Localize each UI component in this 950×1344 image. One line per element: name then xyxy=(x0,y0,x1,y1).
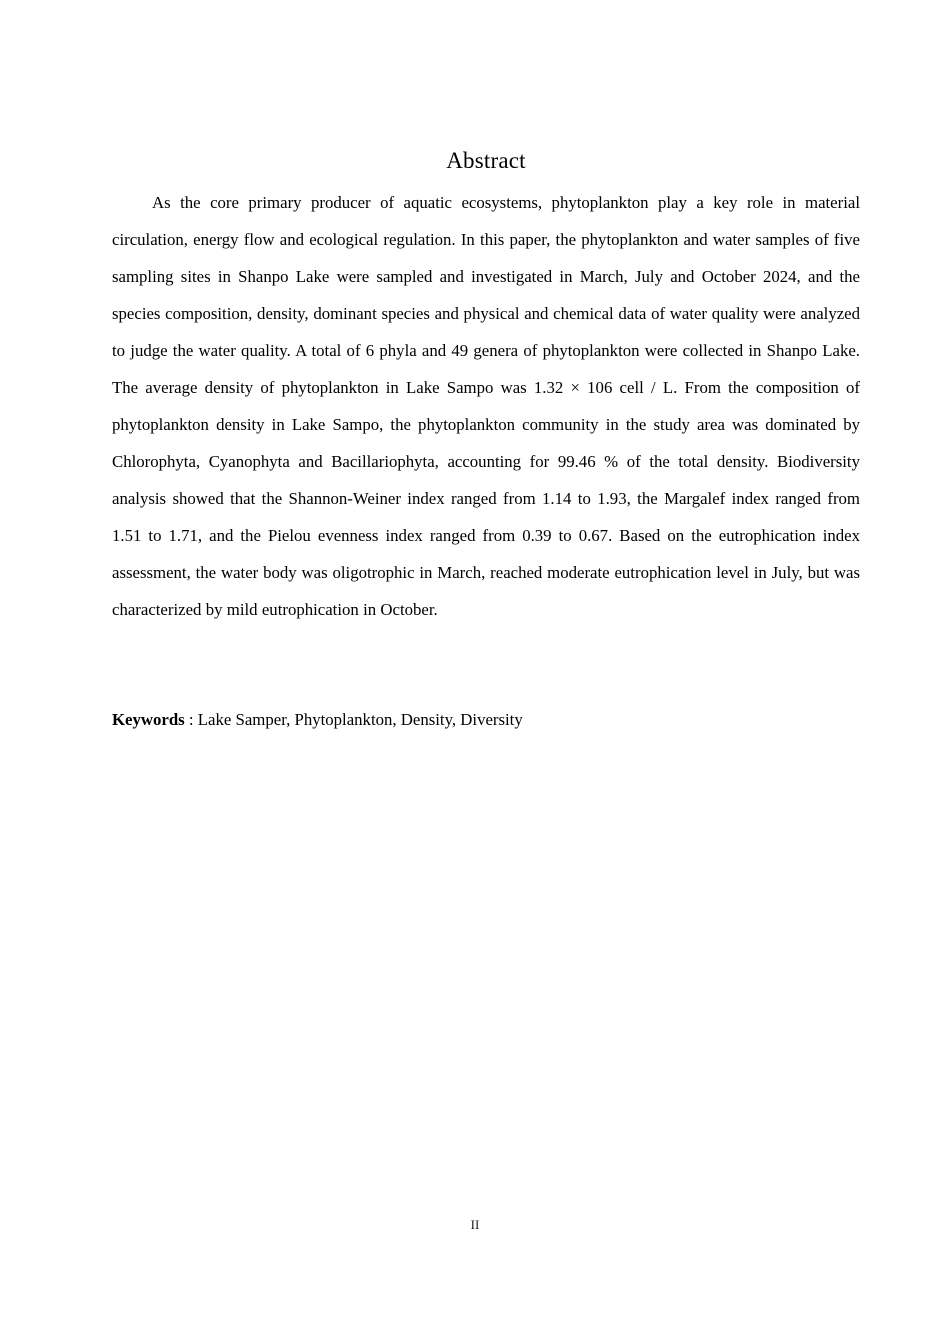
keywords-value: Lake Samper, Phytoplankton, Density, Diversity xyxy=(197,710,523,729)
abstract-body-paragraph: As the core primary producer of aquatic ecosystems, phytoplankton play a key role in material circulation, energy flow and ecological regulation. In this paper, the phytoplankton and water samples of five sampling sites in Shanpo Lake were sampled and investigated in March, July and October 2024, and the species composition, density, dominant species and physical and chemical data of water quality were analyzed to judge the water quality. A total of 6 phyla and 49 genera of phytoplankton were collected in Shanpo Lake. The average density of phytoplankton in Lake Sampo was 1.32 × 106 cell / L. From the composition of phytoplankton density in Lake Sampo, the phytoplankton community in the study area was dominated by Chlorophyta, Cyanophyta and Bacillariophyta, accounting for 99.46 % of the total density. Biodiversity analysis showed that the Shannon-Weiner index ranged from 1.14 to 1.93, the Margalef index ranged from 1.51 to 1.71, and the Pielou evenness index ranged from 0.39 to 0.67. Based on the eutrophication index assessment, the water body was oligotrophic in March, reached moderate eutrophication level in July, but was characterized by mild eutrophication in October. xyxy=(112,193,860,619)
keywords-separator: : xyxy=(184,710,198,729)
keywords-label: Keywords xyxy=(112,710,185,729)
page-title: Abstract xyxy=(446,148,526,173)
keywords-line xyxy=(112,705,860,735)
page-number: II xyxy=(470,1217,480,1232)
